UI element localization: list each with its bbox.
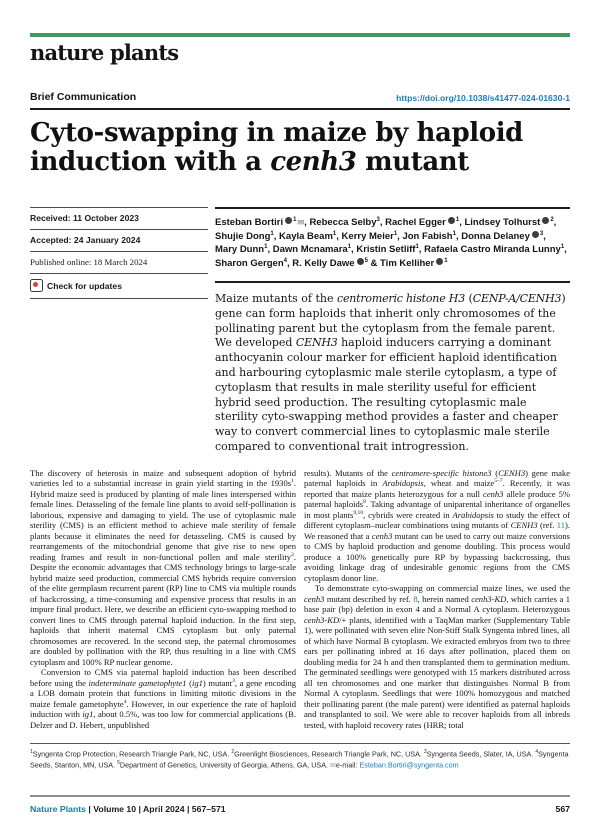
email-link[interactable]: Esteban.Bortiri@syngenta.com bbox=[359, 760, 459, 770]
section-label: Brief Communication bbox=[30, 91, 137, 104]
orcid-icon[interactable] bbox=[542, 217, 549, 224]
author-name: Rachel Egger $^1$ bbox=[385, 217, 460, 229]
abstract-text: Maize mutants of the centromeric histone H3 (CENP-A/CENH3) gene can form haploids that inherit only chromosomes of the pollinating parent but the cytoplasm from the female parent. We developed CENH3 haploid inducers carrying a dominant anthocyanin colour marker for efficient haploid identification and harbouring cytoplasmic male sterile cytoplasm, a type of cytoplasm that results in male sterility useful for efficient hybrid seed production. The resulting cytoplasmic male sterility cyto-swapping method provides a faster and cheaper way to convert commercial lines to cytoplasmic male sterile compared to conventional trait introgression. bbox=[215, 281, 570, 455]
journal-logo: nature plants bbox=[30, 40, 179, 65]
orcid-icon[interactable] bbox=[285, 217, 292, 224]
reference-link[interactable]: 11 bbox=[556, 520, 566, 531]
received-date: Received: 11 October 2023 bbox=[30, 207, 208, 229]
author-name: Kristin Setliff$^1$ bbox=[356, 244, 419, 256]
orcid-icon[interactable] bbox=[448, 217, 455, 224]
author-name: Shujie Dong$^1$ bbox=[215, 230, 274, 242]
author-name: Kayla Beam$^1$ bbox=[279, 230, 337, 242]
orcid-icon[interactable] bbox=[436, 258, 443, 265]
dates-sidebar bbox=[30, 207, 208, 454]
author-name: Mary Dunn$^1$ bbox=[215, 244, 268, 256]
author-name: Dawn Mcnamara$^1$ bbox=[272, 244, 352, 256]
reference-link[interactable]: 8 bbox=[413, 593, 418, 604]
author-name: Tim Kelliher $^1$ bbox=[380, 257, 448, 269]
body-column-right bbox=[304, 468, 570, 731]
orcid-icon[interactable] bbox=[532, 231, 539, 238]
published-date: Published online: 18 March 2024 bbox=[30, 251, 208, 273]
citation-line bbox=[30, 804, 226, 814]
author-list: Esteban Bortiri $^1$✉, Rebecca Selby$^3$, Rachel Egger $^1$, Lindsey Tolhurst $^2$, Shujie Dong$^1$, Kayla Beam$^1$, Kerry Meier$^1$, Jon Fabish$^1$, Donna Delaney $^3$, Mary Dunn$^1$, Dawn Mcnamara$^1$, Kristin Setliff$^1$, Rafaela Castro Miranda Lunny$^1$, Sharon Gergen$^4$, R. Kelly Dawe $^5$ & Tim Kelliher $^1$ bbox=[215, 207, 570, 270]
masthead-accent-bar bbox=[30, 33, 570, 37]
author-name: R. Kelly Dawe $^5$ bbox=[292, 257, 368, 269]
author-name: Lindsey Tolhurst $^2$ bbox=[464, 217, 554, 229]
author-name: Rafaela Castro Miranda Lunny$^1$ bbox=[424, 244, 565, 256]
doi-link[interactable]: https://doi.org/10.1038/s41477-024-01630-1 bbox=[396, 93, 570, 104]
body-paragraph: Conversion to CMS via paternal haploid induction has been described before using the indeterminate gametophyte1 (ig1) mutant$^3$, a gene encoding a LOB domain protein that functions in limiting mitotic divisions in the maize female gametophyte$^4$. However, in our experience the rate of haploid induction with ig1, about 0.5%, was too low for commercial applications (B. Delzer and D. Hebert, unpublished bbox=[30, 667, 297, 730]
orcid-icon[interactable] bbox=[357, 258, 364, 265]
authors-abstract-column bbox=[215, 207, 570, 454]
crossmark-icon bbox=[30, 279, 43, 292]
author-name: Donna Delaney $^3$ bbox=[461, 230, 544, 242]
author-name: Esteban Bortiri $^1$✉ bbox=[215, 217, 305, 229]
volume-info: | Volume 10 | April 2024 | 567–571 bbox=[86, 804, 226, 814]
article-title: Cyto-swapping in maize by haploid induction with a cenh3 mutant bbox=[30, 118, 523, 178]
article-body bbox=[30, 468, 570, 731]
affiliations-footnote: $^1$Syngenta Crop Protection, Research Triangle Park, NC, USA. $^2$Greenlight Biosciences, Research Triangle Park, NC, USA. $^3$Syngenta Seeds, Slater, IA, USA. $^4$Syngenta Seeds, Stanton, MN, USA. $^5$Department of Genetics, University of Georgia, Athens, GA, USA. ✉e-mail: Esteban.Bortiri@syngenta.com bbox=[30, 743, 570, 771]
check-for-updates-label: Check for updates bbox=[47, 280, 122, 291]
header-meta-grid bbox=[30, 207, 570, 454]
page-footer bbox=[30, 795, 570, 814]
body-paragraph: To demonstrate cyto-swapping on commercial maize lines, we used the cenh3 mutant described by ref. 8, herein named cenh3-KD, which carries a 1 base pair (bp) deletion in exon 4 and a Normal A cytoplasm. Heterozygous cenh3-KD/+ plants, identified with a TaqMan marker (Supplementary Table 1), were pollinated with seven elite Non-Stiff Stalk Syngenta inbred lines, all of which have Normal B cytoplasm. We extracted embryos from two to three ears per pollinating inbred at 16 days after pollination, placed them on doubling media for 24 h and then transplanted them to germination medium. The germinated seedlings were genotyped with 15 markers distributed across all ten chromosomes and one marker that distinguishes Normal B from Normal A cytoplasm. Seedlings that were 100% homozygous and matched their pollinating parent (the male parent) were identified as paternal haploids and transplanted to soil. We were able to recover haploids from all inbreds tested, with haploid recovery rates (HRR; total bbox=[304, 583, 570, 730]
author-name: Jon Fabish$^1$ bbox=[402, 230, 456, 242]
page-number: 567 bbox=[555, 804, 570, 814]
crossmark-dot-icon bbox=[33, 282, 38, 287]
body-paragraph: results). Mutants of the centromere-specific histone3 (CENH3) gene make paternal haploids in Arabidopsis, wheat and maize$^{5-7}$. Recently, it was reported that maize plants heterozygous for a null cenh3 allele produce 5% paternal haploids$^8$. Taking advantage of uniparental inheritance of organelles in most plants$^{9,10}$, cybrids were created in Arabidopsis to study the effect of different cytoplasm–nuclear combinations using mutants of CENH3 (ref. 11). We reasoned that a cenh3 mutant can be used to carry out maize conversions to CMS by haploid production and genome doubling. This process would produce a 100% genetically pure RP by bypassing backcrossing, thus avoiding linkage drag of undesirable genomic regions from the CMS cytoplasm donor line. bbox=[304, 467, 571, 583]
author-name: Sharon Gergen$^4$ bbox=[215, 257, 287, 269]
author-name: Kerry Meier$^1$ bbox=[341, 230, 398, 242]
article-header-row bbox=[30, 91, 570, 110]
body-paragraph: The discovery of heterosis in maize and subsequent adoption of hybrid varieties led to a substantial increase in grain yield starting in the $1930s^1$. Hybrid maize seed is produced by planting of male lines interspersed within female lines. Detasseling of the female line plants to avoid self-pollination is laborious, expensive and damaging to yield. The use of cytoplasmic male sterility (CMS) is an efficient method to achieve male sterility of female plants because it eliminates the need for detasseling. CMS is caused by rearrangements of the mitochondrial genome that give rise to new open reading frames and result in non-functional pollen and male sterility$^2$. Despite the economic advantages that CMS technology brings to large-scale hybrid maize seed production, commercial CMS hybrids require conversion of the elite germplasm recurrent parent (RP) line to CMS via multiple rounds of backcrossing, a time-consuming and expensive process that results in an impure final product. Here, we describe an efficient cyto-swapping method to convert lines to CMS through paternal haploid induction. In the first step, haploids that inherit maternal CMS cytoplasm but only paternal chromosomes are recovered. In the second step, the paternal chromosomes are doubled by pollination with the RP, thus resulting in a line with CMS cytoplasm and 100% RP nuclear genome. bbox=[30, 467, 296, 667]
accepted-date: Accepted: 24 January 2024 bbox=[30, 229, 208, 251]
email-icon: ✉ bbox=[330, 762, 336, 770]
check-for-updates-button[interactable] bbox=[30, 273, 208, 299]
body-column-left bbox=[30, 468, 296, 731]
author-name: Rebecca Selby$^3$ bbox=[309, 217, 380, 229]
journal-name-link[interactable]: Nature Plants bbox=[30, 804, 87, 814]
email-icon[interactable]: ✉ bbox=[297, 218, 305, 228]
